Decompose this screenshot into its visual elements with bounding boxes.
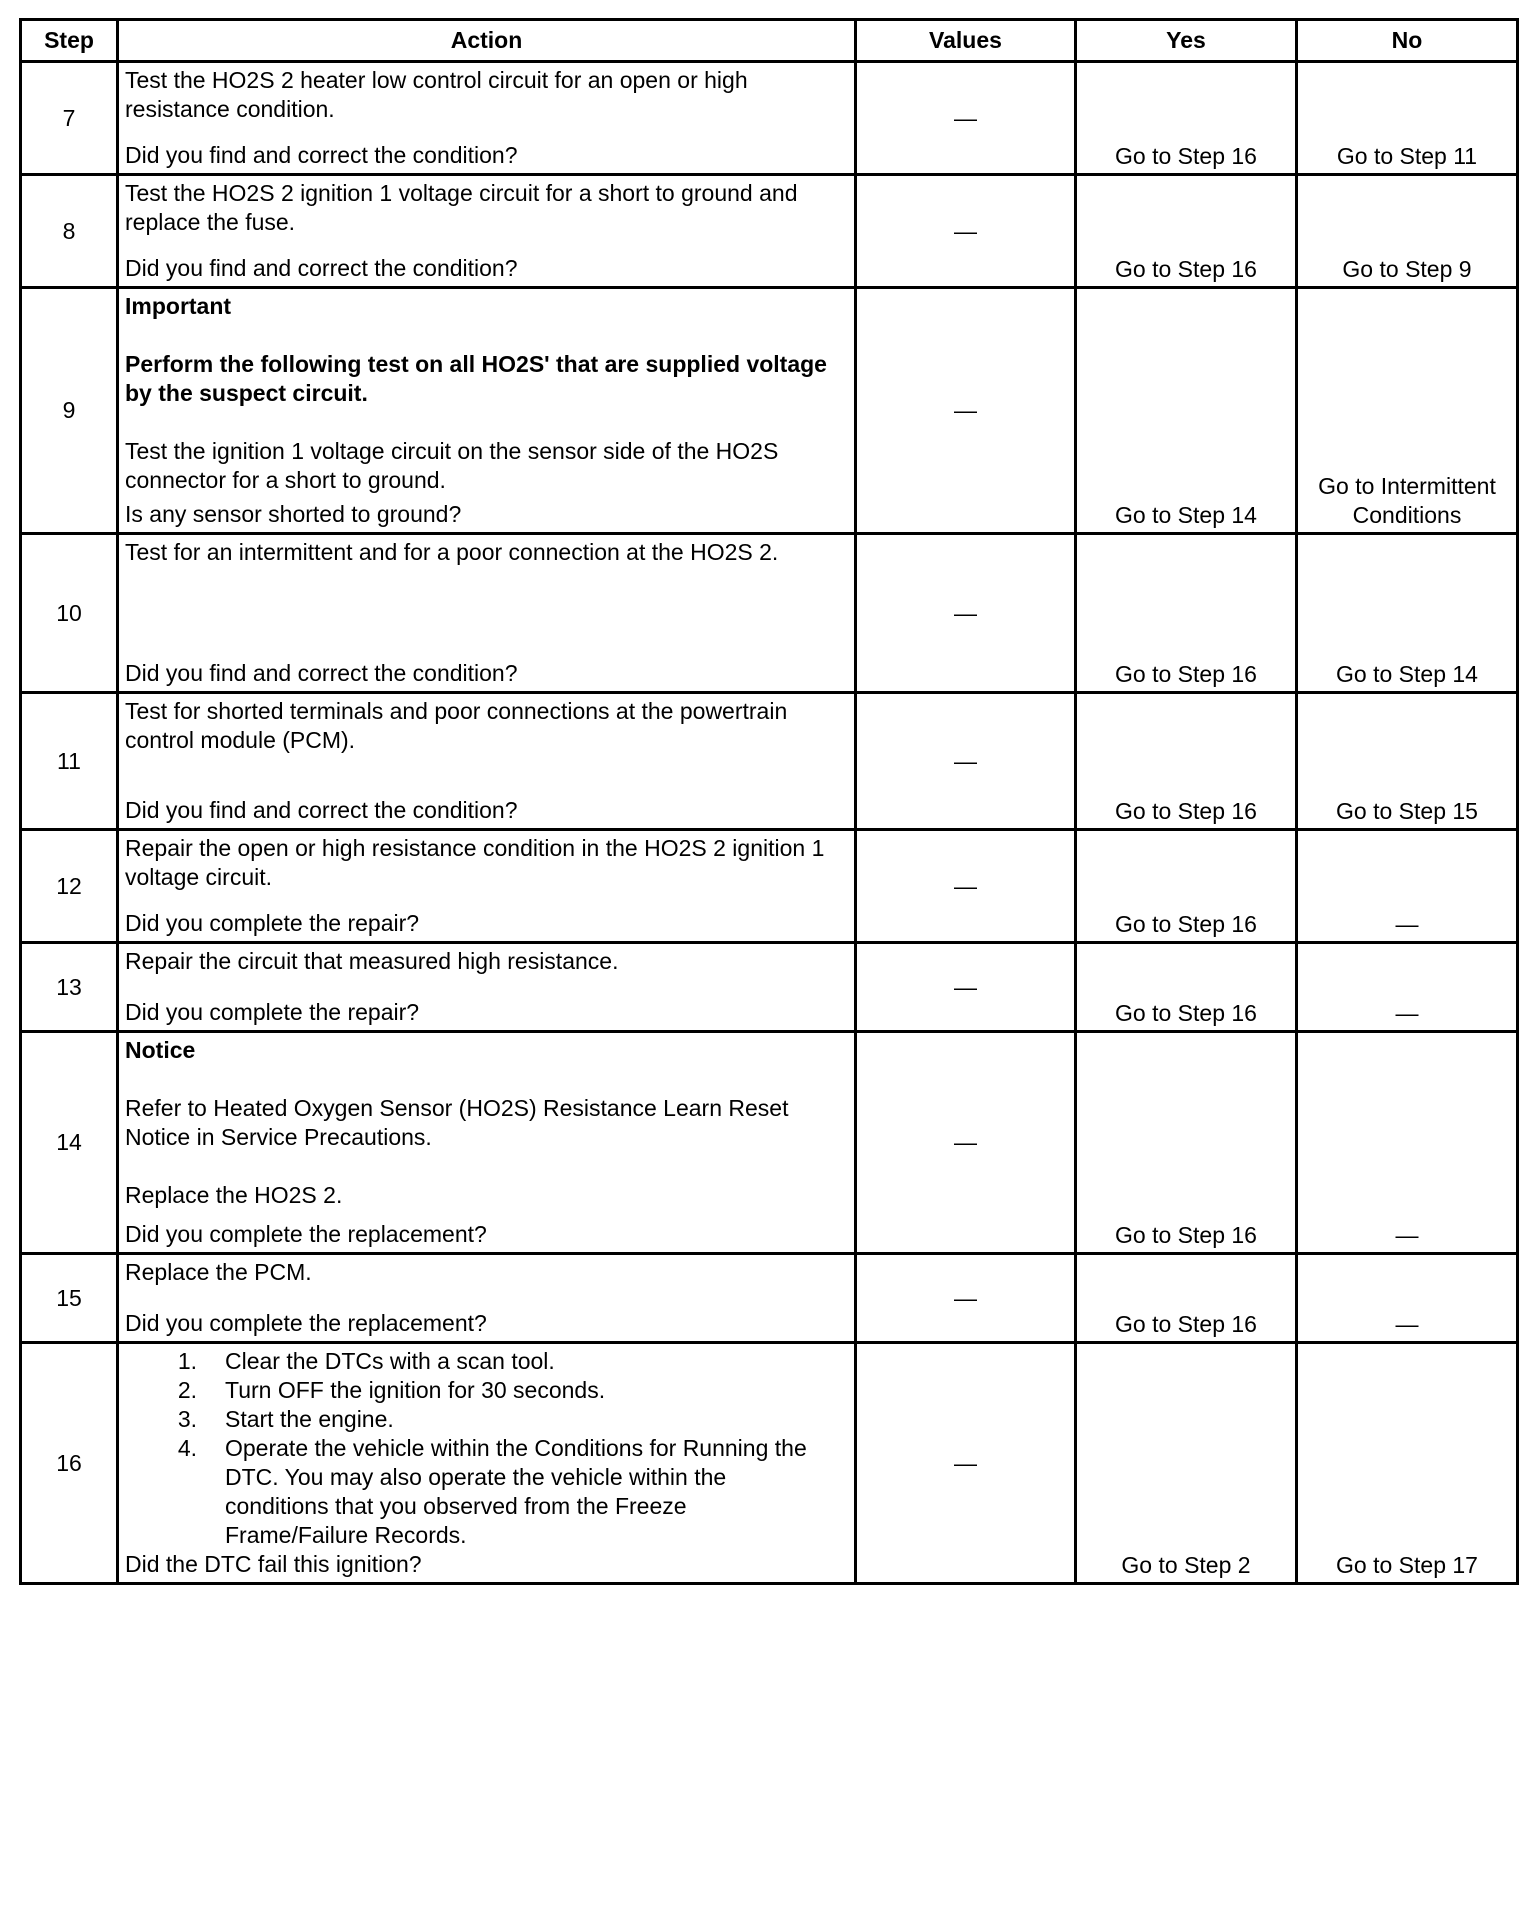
table-row — [21, 693, 1518, 830]
action-cell — [118, 830, 856, 943]
action-content — [125, 179, 848, 283]
action-heading: Perform the following test on all HO2S' that are supplied voltage by the suspect circuit. — [125, 351, 827, 406]
action-content — [125, 1347, 848, 1579]
yes-result: Go to Step 16 — [1076, 1032, 1297, 1254]
action-question: Did you complete the repair? — [125, 910, 420, 936]
action-question: Did you complete the replacement? — [125, 1221, 487, 1247]
table-row — [21, 1032, 1518, 1254]
no-result: Go to Step 15 — [1297, 693, 1518, 830]
action-cell — [118, 288, 856, 534]
yes-result: Go to Step 16 — [1076, 830, 1297, 943]
action-content — [125, 1036, 848, 1249]
action-content — [125, 538, 848, 688]
action-text: Refer to Heated Oxygen Sensor (HO2S) Resistance Learn Reset Notice in Service Precautions. — [125, 1095, 789, 1150]
values-cell: — — [856, 830, 1076, 943]
spacer — [125, 755, 848, 796]
values-cell: — — [856, 62, 1076, 175]
no-result: Go to Step 14 — [1297, 534, 1518, 693]
action-cell — [118, 534, 856, 693]
table-row — [21, 1254, 1518, 1343]
action-text: Test the HO2S 2 ignition 1 voltage circuit for a short to ground and replace the fuse. — [125, 180, 798, 235]
step-number: 10 — [21, 534, 118, 693]
action-cell — [118, 943, 856, 1032]
yes-result: Go to Step 16 — [1076, 943, 1297, 1032]
step-number: 13 — [21, 943, 118, 1032]
header-no: No — [1297, 20, 1518, 62]
procedure-item — [125, 1434, 848, 1550]
step-number: 15 — [21, 1254, 118, 1343]
values-cell: — — [856, 693, 1076, 830]
procedure-number: 4. — [177, 1435, 197, 1461]
step-number: 12 — [21, 830, 118, 943]
no-result: Go to Step 17 — [1297, 1343, 1518, 1584]
no-result: — — [1297, 830, 1518, 943]
spacer — [125, 892, 848, 909]
action-cell — [118, 175, 856, 288]
action-question: Did you complete the replacement? — [125, 1310, 487, 1336]
procedure-item — [125, 1347, 848, 1376]
action-question: Is any sensor shorted to ground? — [125, 501, 462, 527]
action-text: Test for an intermittent and for a poor connection at the HO2S 2. — [125, 539, 779, 565]
spacer — [125, 1210, 848, 1220]
action-heading: Notice — [125, 1037, 196, 1063]
values-cell: — — [856, 1343, 1076, 1584]
action-cell — [118, 1254, 856, 1343]
spacer — [125, 567, 848, 659]
no-result: — — [1297, 943, 1518, 1032]
spacer — [125, 124, 848, 141]
step-number: 11 — [21, 693, 118, 830]
spacer — [125, 976, 848, 998]
procedure-number: 3. — [177, 1406, 197, 1432]
step-number: 7 — [21, 62, 118, 175]
action-question: Did you find and correct the condition? — [125, 660, 518, 686]
values-cell: — — [856, 1254, 1076, 1343]
values-cell: — — [856, 175, 1076, 288]
procedure-item — [125, 1376, 848, 1405]
action-question: Did the DTC fail this ignition? — [125, 1551, 422, 1577]
diagnostic-table — [19, 18, 1519, 1585]
procedure-text: Clear the DTCs with a scan tool. — [225, 1348, 555, 1374]
action-cell — [118, 1032, 856, 1254]
header-yes: Yes — [1076, 20, 1297, 62]
no-result: Go to Intermittent Conditions — [1297, 288, 1518, 534]
procedure-number: 2. — [177, 1377, 197, 1403]
no-result: — — [1297, 1254, 1518, 1343]
action-content — [125, 1258, 848, 1338]
table-row — [21, 175, 1518, 288]
procedure-text: Start the engine. — [225, 1406, 394, 1432]
table-row — [21, 1343, 1518, 1584]
action-content — [125, 834, 848, 938]
table-row — [21, 830, 1518, 943]
table-row — [21, 288, 1518, 534]
action-text: Replace the HO2S 2. — [125, 1182, 343, 1208]
step-number: 16 — [21, 1343, 118, 1584]
spacer — [125, 237, 848, 254]
values-cell: — — [856, 1032, 1076, 1254]
yes-result: Go to Step 16 — [1076, 534, 1297, 693]
action-question: Did you find and correct the condition? — [125, 142, 518, 168]
spacer — [125, 1287, 848, 1309]
yes-result: Go to Step 16 — [1076, 175, 1297, 288]
action-text: Test the ignition 1 voltage circuit on the sensor side of the HO2S connector for a short to ground. — [125, 438, 779, 493]
yes-result: Go to Step 14 — [1076, 288, 1297, 534]
action-content — [125, 66, 848, 170]
values-cell: — — [856, 943, 1076, 1032]
header-row — [21, 20, 1518, 62]
action-cell — [118, 1343, 856, 1584]
step-number: 8 — [21, 175, 118, 288]
no-result: Go to Step 9 — [1297, 175, 1518, 288]
action-question: Did you complete the repair? — [125, 999, 420, 1025]
no-result: — — [1297, 1032, 1518, 1254]
action-content — [125, 292, 848, 529]
action-content — [125, 947, 848, 1027]
procedure-item — [125, 1405, 848, 1434]
action-heading: Important — [125, 293, 232, 319]
paragraph-gap — [125, 1065, 848, 1094]
header-values: Values — [856, 20, 1076, 62]
action-text: Repair the circuit that measured high resistance. — [125, 948, 619, 974]
yes-result: Go to Step 16 — [1076, 62, 1297, 175]
values-cell: — — [856, 288, 1076, 534]
action-text: Test the HO2S 2 heater low control circuit for an open or high resistance condition. — [125, 67, 748, 122]
procedure-text: Operate the vehicle within the Conditions for Running the DTC. You may also operate the vehicle within the conditions that you observed from the Freeze Frame/Failure Records. — [225, 1435, 807, 1548]
action-question: Did you find and correct the condition? — [125, 255, 518, 281]
table-row — [21, 62, 1518, 175]
paragraph-gap — [125, 408, 848, 437]
action-text: Repair the open or high resistance condition in the HO2S 2 ignition 1 voltage circuit. — [125, 835, 825, 890]
yes-result: Go to Step 16 — [1076, 693, 1297, 830]
procedure-text: Turn OFF the ignition for 30 seconds. — [225, 1377, 606, 1403]
action-content — [125, 697, 848, 825]
procedure-number: 1. — [177, 1348, 197, 1374]
step-number: 9 — [21, 288, 118, 534]
paragraph-gap — [125, 321, 848, 350]
paragraph-gap — [125, 1152, 848, 1181]
yes-result: Go to Step 16 — [1076, 1254, 1297, 1343]
step-number: 14 — [21, 1032, 118, 1254]
header-action: Action — [118, 20, 856, 62]
header-step: Step — [21, 20, 118, 62]
yes-result: Go to Step 2 — [1076, 1343, 1297, 1584]
table-row — [21, 534, 1518, 693]
action-cell — [118, 693, 856, 830]
values-cell: — — [856, 534, 1076, 693]
action-cell — [118, 62, 856, 175]
no-result: Go to Step 11 — [1297, 62, 1518, 175]
action-question: Did you find and correct the condition? — [125, 797, 518, 823]
procedure-list — [125, 1347, 848, 1550]
table-row — [21, 943, 1518, 1032]
action-text: Replace the PCM. — [125, 1259, 312, 1285]
action-text: Test for shorted terminals and poor connections at the powertrain control module (PCM). — [125, 698, 788, 753]
